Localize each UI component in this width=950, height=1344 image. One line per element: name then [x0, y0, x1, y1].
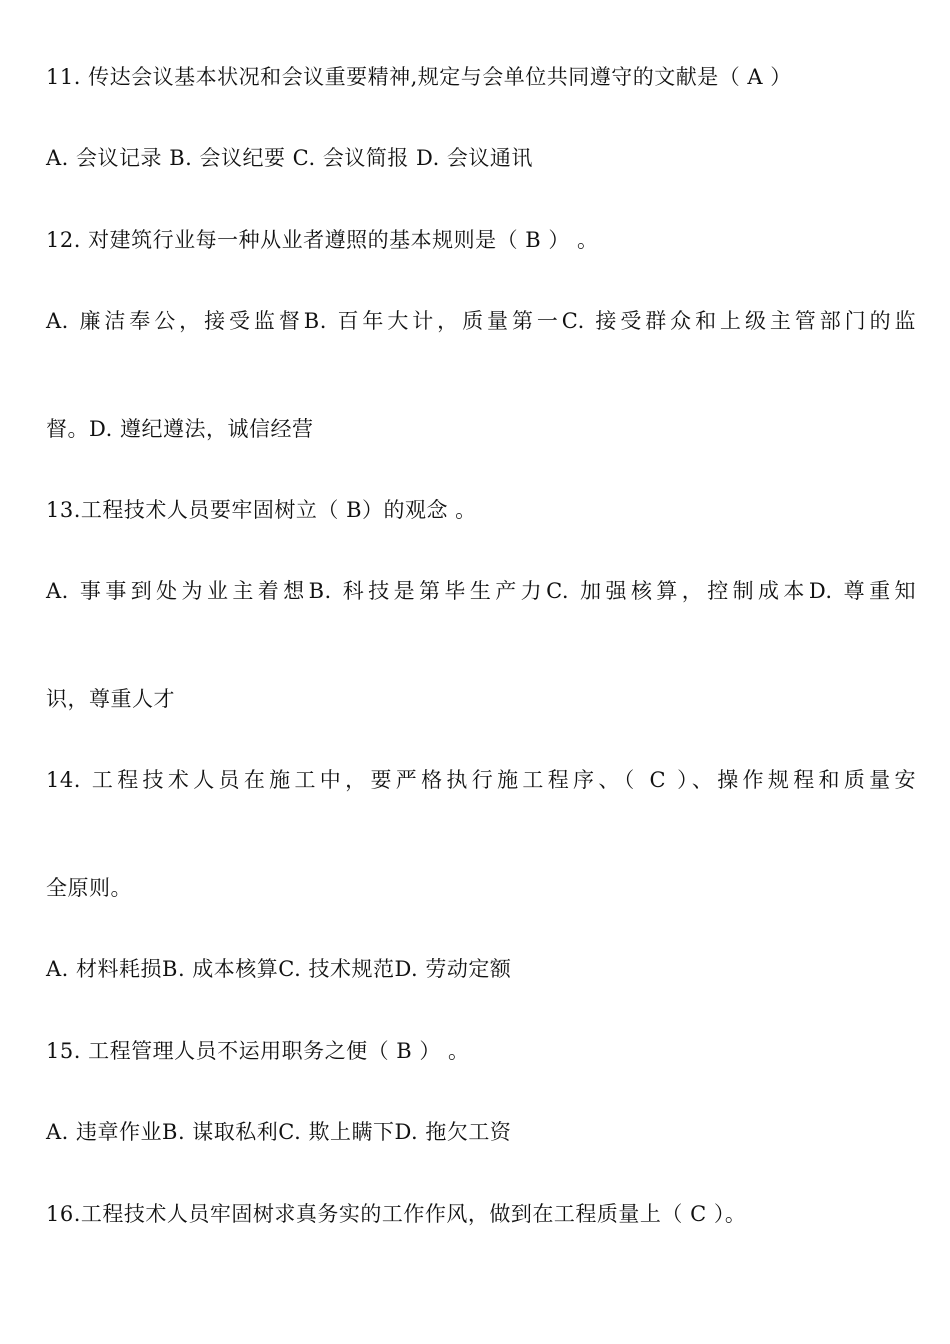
question-12-options-cont: 督。D. 遵纪遵法，诚信经营	[46, 417, 314, 441]
question-14-options: A. 材料耗损B. 成本核算C. 技术规范D. 劳动定额	[46, 957, 512, 981]
question-13-options-cont: 识，尊重人才	[46, 687, 175, 711]
question-16: 16.工程技术人员牢固树求真务实的工作作风，做到在工程质量上（ C ）。	[46, 1202, 747, 1226]
question-14-cont: 全原则。	[46, 876, 132, 900]
question-15: 15. 工程管理人员不运用职务之便（ B ） 。	[46, 1039, 470, 1063]
question-12-options: A. 廉洁奉公，接受监督B. 百年大计，质量第一C. 接受群众和上级主管部门的监	[46, 309, 916, 333]
question-15-options: A. 违章作业B. 谋取私利C. 欺上瞒下D. 拖欠工资	[46, 1120, 512, 1144]
question-13: 13.工程技术人员要牢固树立（ B）的观念 。	[46, 498, 477, 522]
question-14: 14. 工程技术人员在施工中，要严格执行施工程序、（ C ）、操作规程和质量安	[46, 768, 916, 792]
question-13-options: A. 事事到处为业主着想B. 科技是第毕生产力C. 加强核算，控制成本D. 尊重知	[46, 579, 916, 603]
question-11-options: A. 会议记录 B. 会议纪要 C. 会议简报 D. 会议通讯	[46, 146, 533, 170]
question-12: 12. 对建筑行业每一种从业者遵照的基本规则是（ B ） 。	[46, 228, 599, 252]
question-11: 11. 传达会议基本状况和会议重要精神,规定与会单位共同遵守的文献是（ A ）	[46, 65, 792, 89]
